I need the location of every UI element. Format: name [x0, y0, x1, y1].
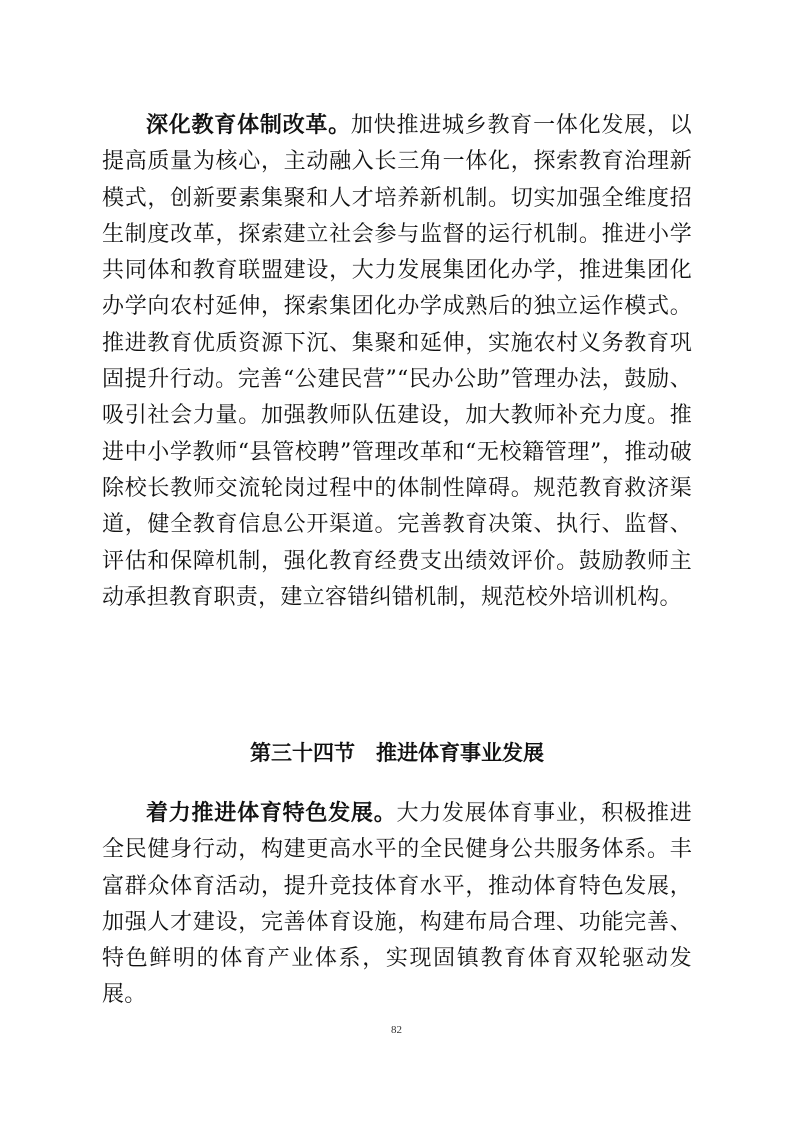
body-paragraph — [102, 796, 692, 1014]
paragraph-lead-heading: 着力推进体育特色发展。 — [146, 801, 397, 826]
section-heading: 第三十四节 推进体育事业发展 — [250, 741, 544, 765]
paragraph-text: 加快推进城乡教育一体化发展，以提高质量为核心，主动融入长三角一体化，探索教育治理新模式，创新要素集聚和人才培养新机制。切实加强全维度招生制度改革，探索建立社会参与监督的运行机制。推进小学共同体和教育联盟建设，大力发展集团化办学，推进集团化办学向农村延伸，探索集团化办学成熟后的独立运作模式。推进教育优质资源下沉、集聚和延伸，实施农村义务教育巩固提升行动。完善“公建民营”“民办公助”管理办法，鼓励、吸引社会力量。加强教师队伍建设，加大教师补充力度。推进中小学教师“县管校聘”管理改革和“无校籍管理”，推动破除校长教师交流轮岗过程中的体制性障碍。规范教育救济渠道，健全教育信息公开渠道。完善教育决策、执行、监督、评估和保障机制，强化教育经费支出绩效评价。鼓励教师主动承担教育职责，建立容错纠错机制，规范校外培训机构。 — [102, 113, 692, 610]
paragraph-lead-heading: 深化教育体制改革。 — [146, 113, 351, 138]
body-paragraph — [102, 108, 692, 616]
page-number: 82 — [391, 1024, 402, 1036]
paragraph-text: 大力发展体育事业，积极推进全民健身行动，构建更高水平的全民健身公共服务体系。丰富群众体育活动，提升竞技体育水平，推动体育特色发展，加强人才建设，完善体育设施，构建布局合理、功能完善、特色鲜明的体育产业体系，实现固镇教育体育双轮驱动发展。 — [102, 801, 692, 1008]
